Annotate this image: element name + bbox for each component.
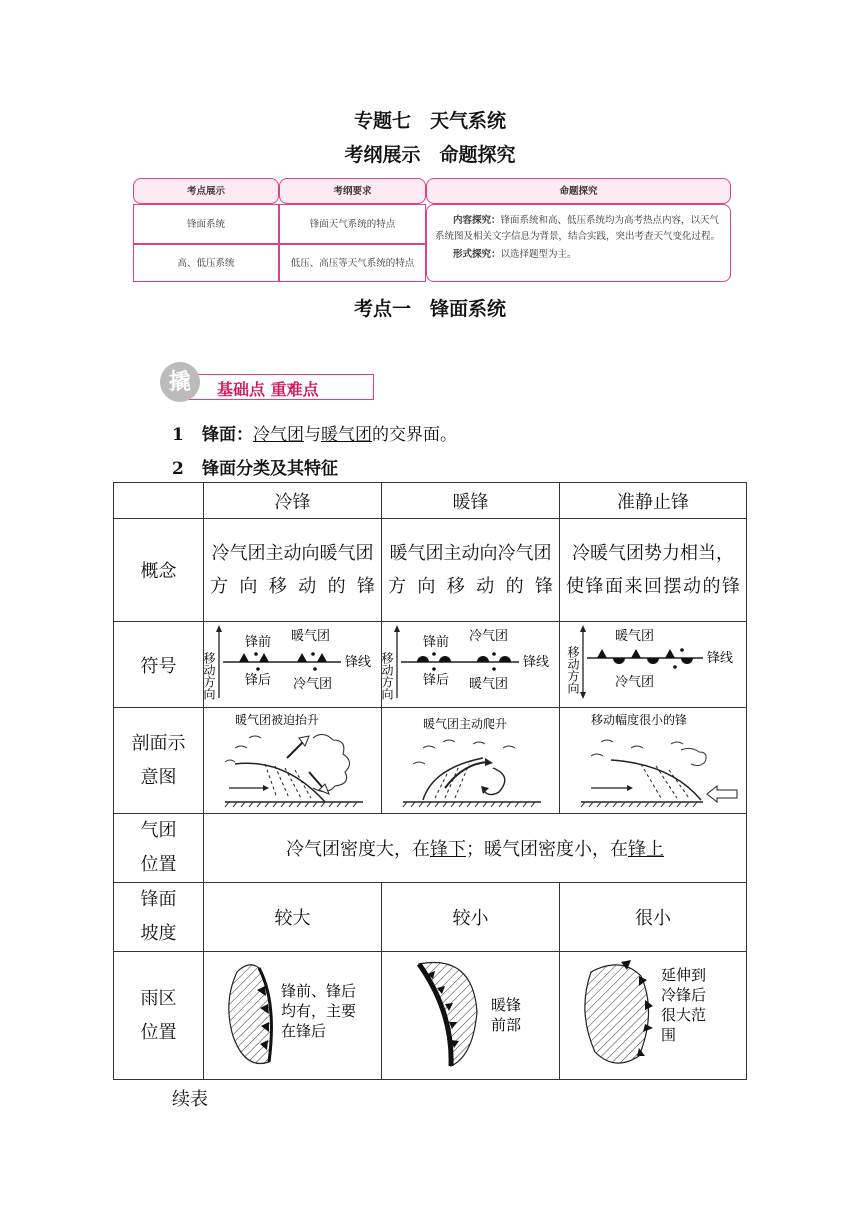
- cold-front-symbol: [201, 622, 381, 702]
- stationary-front-rain-map: [561, 952, 746, 1074]
- svg-text:冷气团: 冷气团: [292, 677, 332, 692]
- section-stationary: [560, 708, 747, 814]
- badge-bar: [186, 374, 374, 400]
- svg-text:移动方向: 移动方向: [565, 646, 580, 694]
- svg-text:很大范: 很大范: [660, 1006, 706, 1024]
- rain-cold: [204, 952, 382, 1080]
- section-cold: [204, 708, 382, 814]
- stationary-front-symbol: [561, 622, 746, 702]
- content-label: 内容探究：: [453, 215, 501, 226]
- row1-point: 锋面系统: [133, 204, 279, 244]
- form-label: 形式探究：: [453, 249, 501, 260]
- svg-text:冷锋后: 冷锋后: [660, 986, 706, 1004]
- item-1-label: 锋面：: [202, 425, 253, 445]
- svg-text:暖锋: 暖锋: [490, 996, 521, 1014]
- cold-front-section: [205, 708, 381, 808]
- svg-text:暖气团主动爬升: 暖气团主动爬升: [422, 717, 507, 731]
- concept-warm: 暖气团主动向冷气团方向移动的锋: [382, 519, 560, 622]
- svg-text:移动方向: 移动方向: [379, 652, 394, 700]
- svg-text:前部: 前部: [490, 1016, 521, 1034]
- item-2-num: 2: [172, 459, 184, 479]
- form-text: 以选择题型为主。: [500, 249, 577, 260]
- header-requirement: 考纲要求: [279, 178, 426, 204]
- svg-text:冷气团: 冷气团: [468, 629, 508, 644]
- topic-title: 专题七 天气系统: [353, 110, 506, 132]
- rain-stationary: [560, 952, 747, 1080]
- svg-text:冷气团: 冷气团: [614, 675, 654, 690]
- svg-text:移动方向: 移动方向: [201, 652, 216, 700]
- term-warm-mass: 暖气团: [321, 425, 372, 445]
- svg-text:锋前: 锋前: [422, 635, 449, 650]
- front-table: [113, 482, 747, 1080]
- continued-label: 续表: [172, 1089, 208, 1110]
- term-cold-mass: 冷气团: [253, 425, 304, 445]
- item-1-num: 1: [172, 425, 184, 445]
- concept-cold: 冷气团主动向暖气团方向移动的锋: [204, 519, 382, 622]
- badge-text: 基础点 重难点: [217, 380, 319, 399]
- svg-text:锋线: 锋线: [522, 655, 549, 670]
- svg-text:暖气团: 暖气团: [290, 629, 330, 644]
- badge-glyph: 撬: [160, 362, 200, 402]
- col-stationary-front: 准静止锋: [560, 483, 747, 519]
- svg-text:锋线: 锋线: [706, 651, 733, 666]
- svg-text:锋后: 锋后: [244, 673, 271, 688]
- symbol-stationary: [560, 622, 747, 708]
- row1-requirement: 锋面天气系统的特点: [279, 204, 426, 244]
- row2-point: 高、低压系统: [133, 244, 279, 282]
- svg-text:移动幅度很小的锋: 移动幅度很小的锋: [590, 713, 687, 727]
- item-2-label: 锋面分类及其特征: [202, 459, 338, 479]
- svg-text:均有，主要: 均有，主要: [280, 1002, 356, 1020]
- row-rain: 雨区 位置: [114, 952, 204, 1080]
- item-1-mid: 与: [304, 425, 321, 445]
- slope-warm: 较小: [382, 883, 560, 952]
- exploration-content: [426, 204, 731, 282]
- svg-text:锋前、锋后: 锋前、锋后: [280, 982, 356, 1000]
- corner-cell: [114, 483, 204, 519]
- slope-cold: 较大: [204, 883, 382, 952]
- row-section: 剖面示 意图: [114, 708, 204, 814]
- warm-front-section: [383, 708, 559, 808]
- warm-front-symbol: [379, 622, 559, 702]
- header-exploration: 命题探究: [426, 178, 731, 204]
- position-text: 冷气团密度大，在锋下；暖气团密度小，在锋上: [204, 814, 747, 883]
- symbol-cold: [201, 622, 382, 708]
- row-slope: 锋面 坡度: [114, 883, 204, 952]
- rain-warm: [382, 952, 560, 1080]
- svg-text:暖气团: 暖气团: [614, 629, 654, 644]
- item-2: [172, 454, 338, 479]
- row-symbol: 符号: [114, 622, 204, 708]
- row-position: 气团 位置: [114, 814, 204, 883]
- section-title: 考纲展示 命题探究: [344, 144, 516, 166]
- col-warm-front: 暖锋: [382, 483, 560, 519]
- above-front: 锋上: [628, 839, 664, 860]
- point-title: 考点一 锋面系统: [353, 298, 506, 320]
- concept-stationary: 冷暖气团势力相当，使锋面来回摆动的锋: [560, 519, 747, 622]
- svg-text:暖气团: 暖气团: [468, 677, 508, 692]
- svg-text:锋后: 锋后: [422, 673, 449, 688]
- section-warm: [382, 708, 560, 814]
- svg-text:围: 围: [660, 1026, 676, 1044]
- slope-stationary: 很小: [560, 883, 747, 952]
- header-point: 考点展示: [133, 178, 279, 204]
- row2-requirement: 低压、高压等天气系统的特点: [279, 244, 426, 282]
- svg-text:锋前: 锋前: [244, 635, 271, 650]
- warm-front-rain-map: [383, 952, 559, 1074]
- svg-text:锋线: 锋线: [344, 655, 371, 670]
- row-concept: 概念: [114, 519, 204, 622]
- svg-text:延伸到: 延伸到: [660, 966, 706, 984]
- item-1-tail: 的交界面。: [372, 425, 457, 445]
- item-1: [172, 420, 457, 445]
- col-cold-front: 冷锋: [204, 483, 382, 519]
- below-front: 锋下: [430, 839, 466, 860]
- stationary-front-section: [561, 708, 746, 808]
- symbol-warm: [379, 622, 560, 708]
- cold-front-rain-map: [205, 952, 381, 1074]
- svg-text:在锋后: 在锋后: [280, 1022, 326, 1040]
- summary-table: [133, 178, 731, 282]
- content-text: 锋面系统和高、低压系统均为高考热点内容，以天气系统图及相关文字信息为背景，结合实践，突出考查天气变化过程。: [435, 215, 721, 242]
- svg-text:暖气团被迫抬升: 暖气团被迫抬升: [234, 713, 319, 727]
